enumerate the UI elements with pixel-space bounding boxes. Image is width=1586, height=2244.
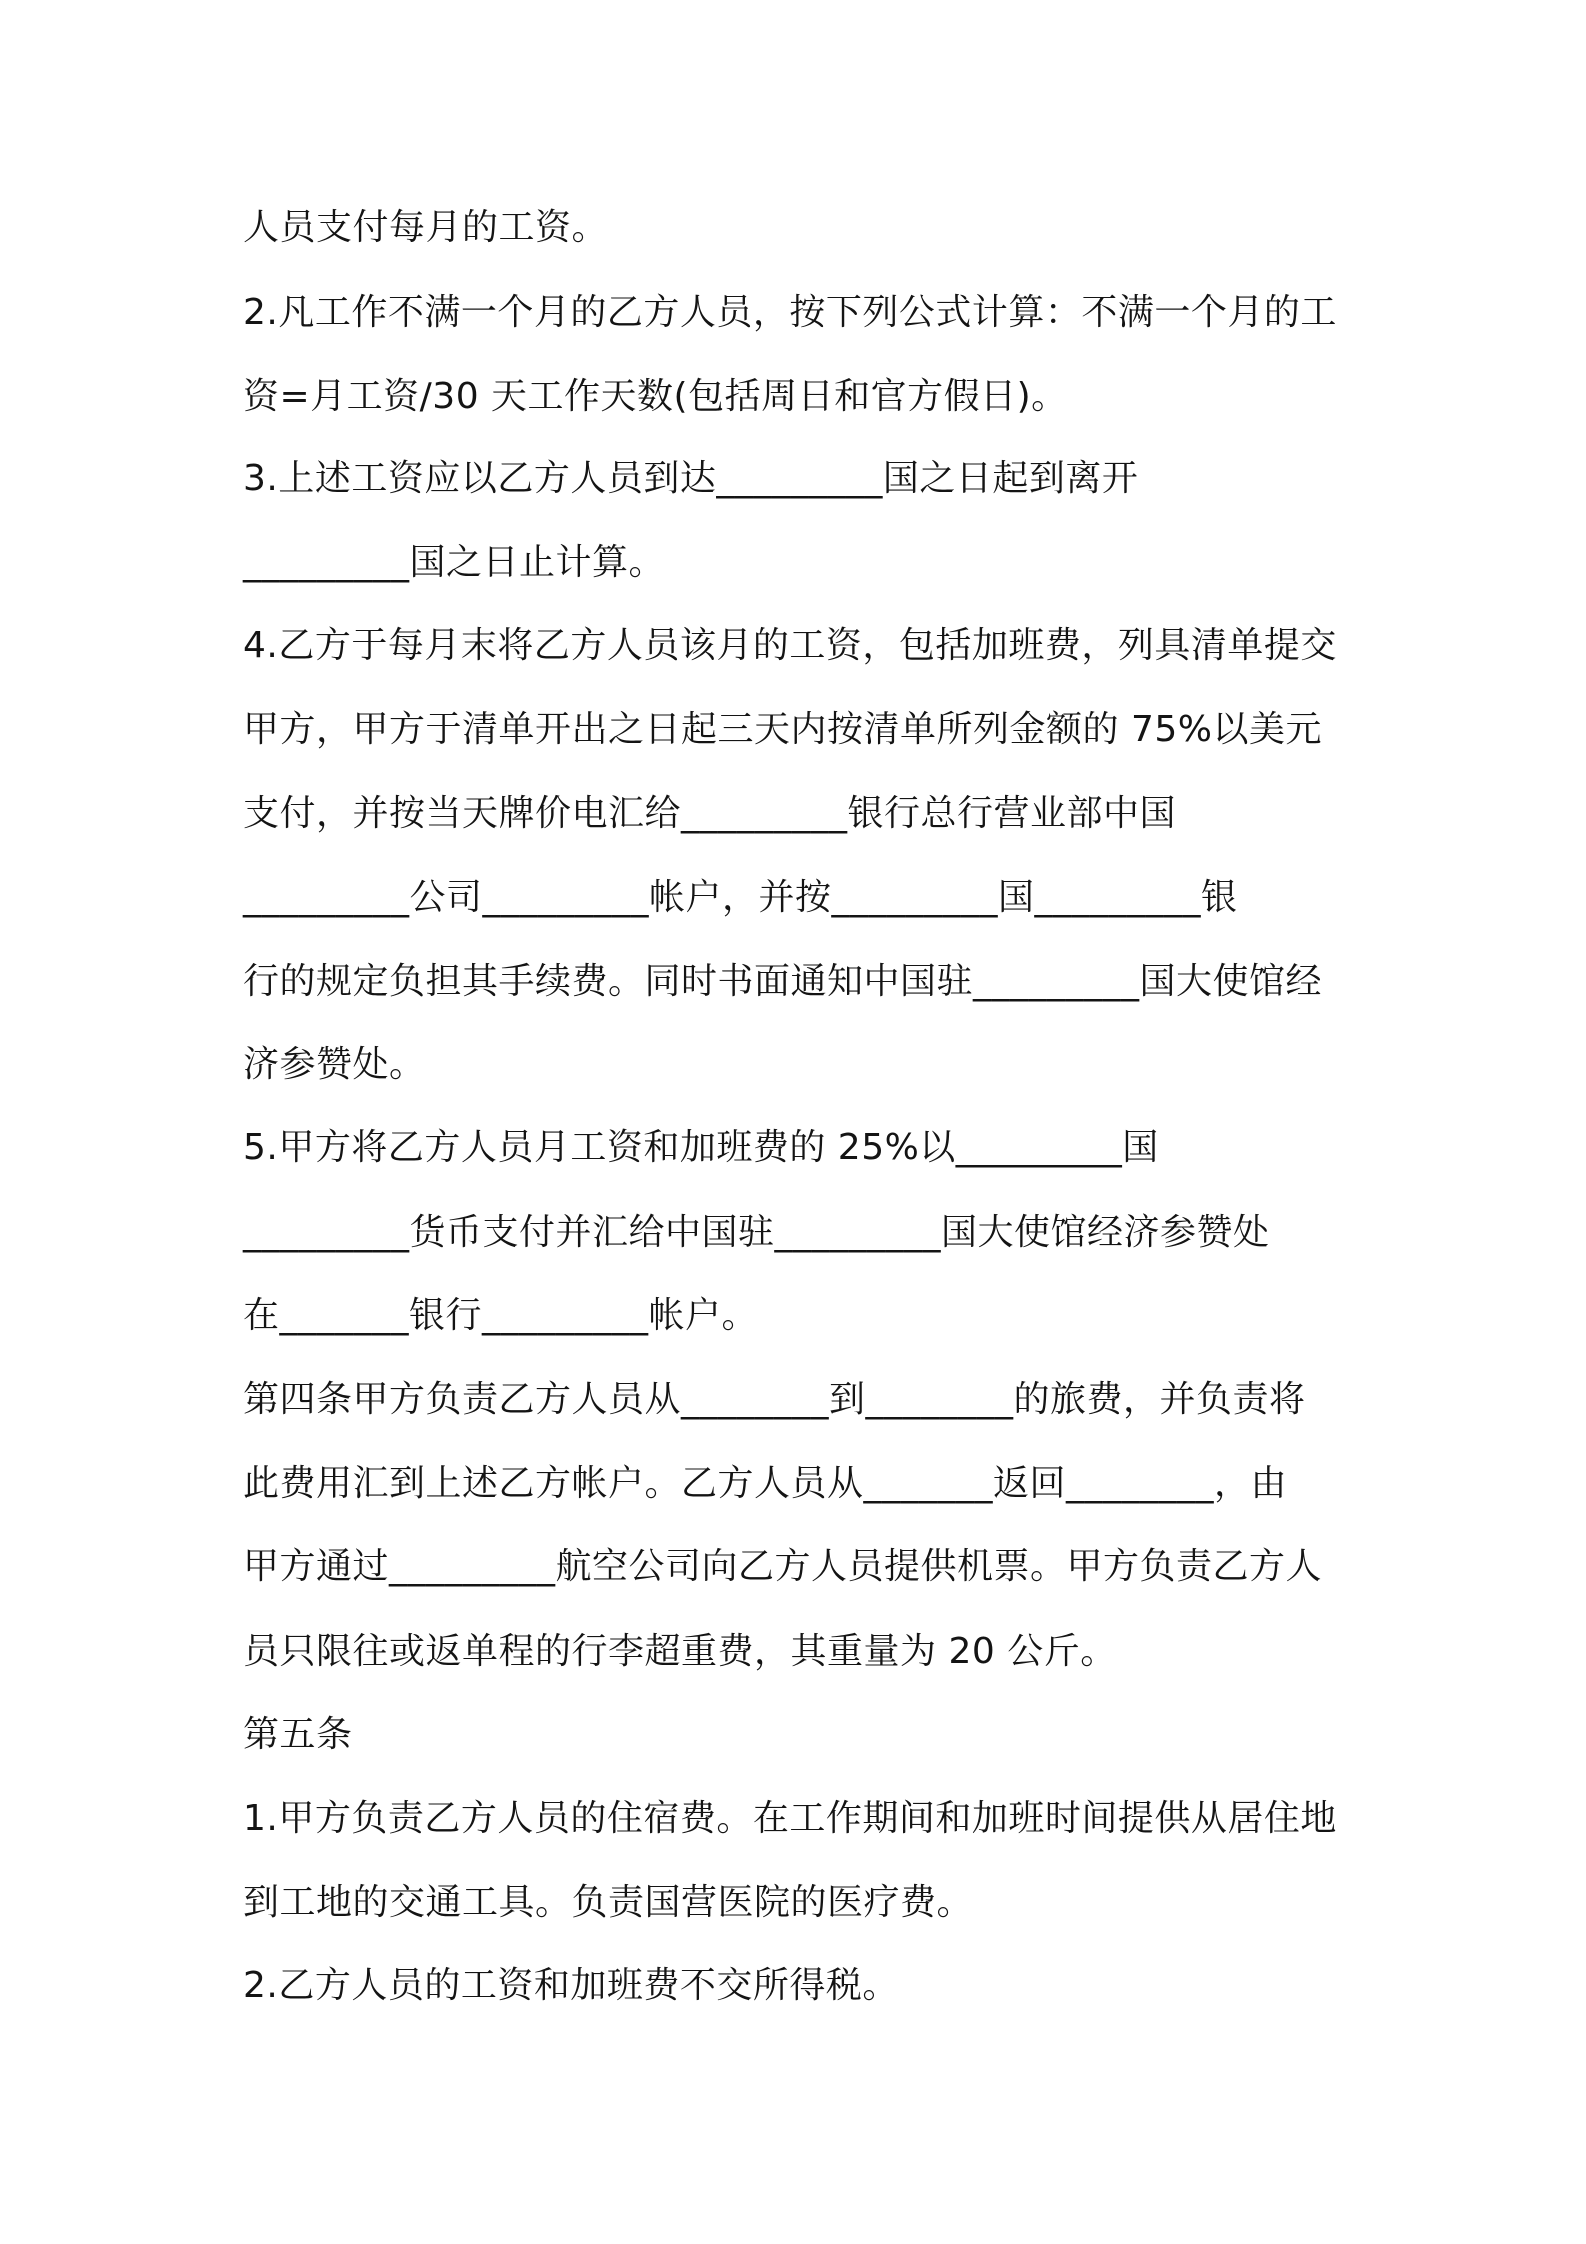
- text-line: 济参赞处。: [243, 1044, 426, 1085]
- text-line: 2.乙方人员的工资和加班费不交所得税。: [243, 1965, 899, 2006]
- text-line: 资=月工资/30 天工作天数(包括周日和官方假日)。: [243, 376, 1068, 417]
- text-line: 甲方通过_________航空公司向乙方人员提供机票。甲方负责乙方人: [243, 1546, 1323, 1587]
- text-line: _________国之日止计算。: [243, 542, 666, 583]
- text-line: 支付，并按当天牌价电汇给_________银行总行营业部中国: [243, 793, 1177, 834]
- text-line: _________货币支付并汇给中国驻_________国大使馆经济参赞处: [243, 1212, 1270, 1253]
- text-line: _________公司_________帐户，并按_________国_________银: [243, 877, 1238, 918]
- text-line: 行的规定负担其手续费。同时书面通知中国驻_________国大使馆经: [243, 961, 1323, 1002]
- text-line: 2.凡工作不满一个月的乙方人员，按下列公式计算：不满一个月的工: [243, 292, 1337, 333]
- text-line: 3.上述工资应以乙方人员到达_________国之日起到离开: [243, 458, 1139, 499]
- text-line: 第四条甲方负责乙方人员从________到________的旅费，并负责将: [243, 1379, 1306, 1420]
- text-line: 5.甲方将乙方人员月工资和加班费的 25%以_________国: [243, 1127, 1159, 1168]
- text-line: 1.甲方负责乙方人员的住宿费。在工作期间和加班时间提供从居住地: [243, 1798, 1337, 1839]
- text-line: 到工地的交通工具。负责国营医院的医疗费。: [243, 1882, 974, 1923]
- section-heading: 第五条: [243, 1714, 353, 1755]
- text-line: 4.乙方于每月末将乙方人员该月的工资，包括加班费，列具清单提交: [243, 625, 1337, 666]
- text-line: 甲方，甲方于清单开出之日起三天内按清单所列金额的 75%以美元: [243, 709, 1322, 750]
- text-line: 员只限往或返单程的行李超重费，其重量为 20 公斤。: [243, 1631, 1117, 1672]
- text-line: 人员支付每月的工资。: [243, 207, 609, 248]
- text-line: 此费用汇到上述乙方帐户。乙方人员从_______返回________，由: [243, 1463, 1288, 1504]
- text-line: 在_______银行_________帐户。: [243, 1295, 759, 1336]
